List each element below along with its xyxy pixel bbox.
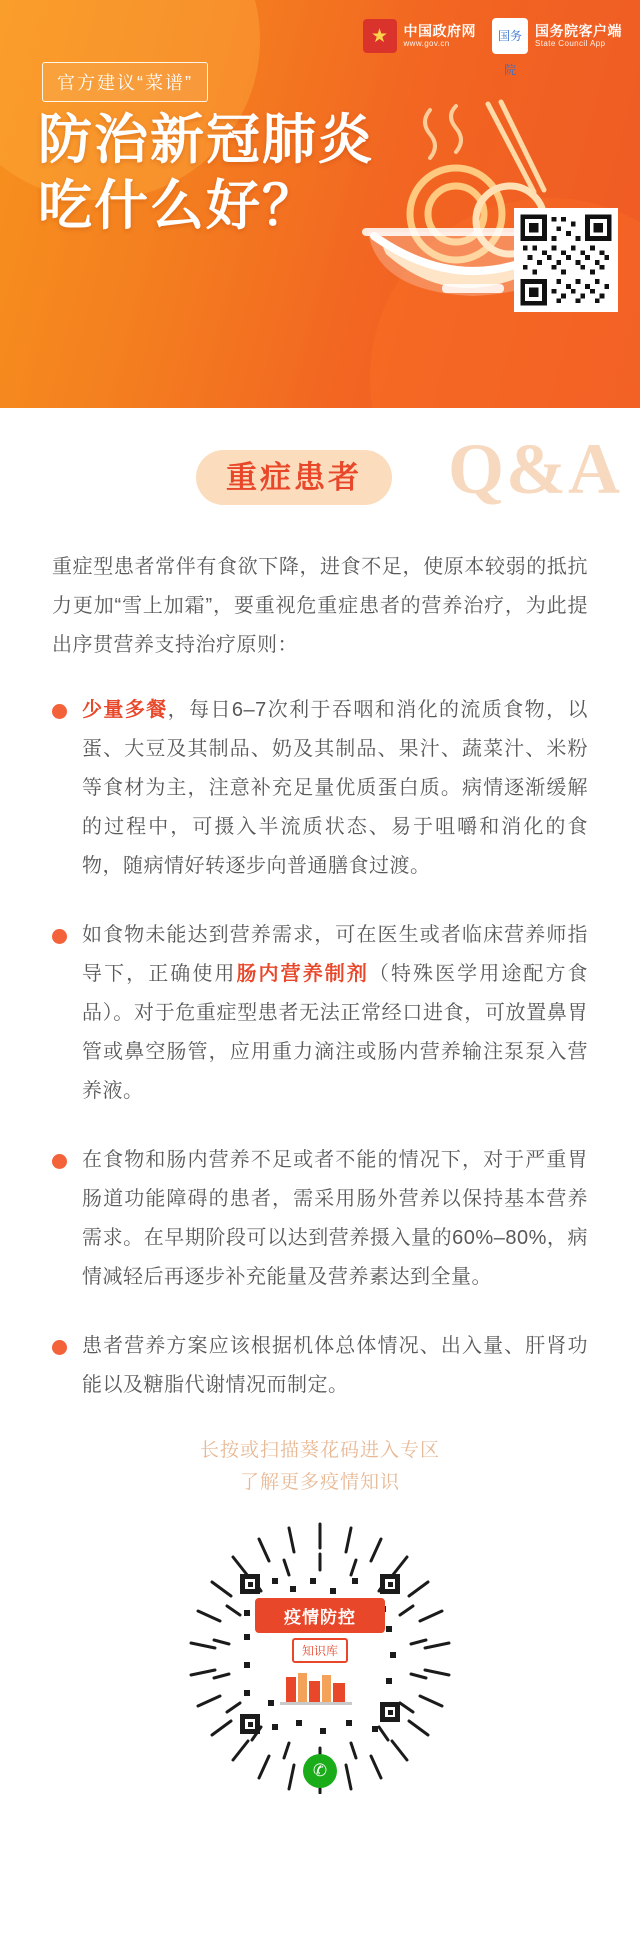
- bullet-list: [52, 691, 588, 1405]
- logo-china-gov-name: 中国政府网: [403, 23, 476, 40]
- logo-china-gov-portal: [363, 19, 477, 53]
- bullet-text-3: 在食物和肠内营养不足或者不能的情况下，对于严重胃肠道功能障碍的患者，需采用肠外营养以保持基本营养需求。在早期阶段可以达到营养摄入量的60%–80%，病情减轻后再逐步补充能量及营养素达到全量。: [82, 1149, 588, 1288]
- page-title: [38, 108, 374, 240]
- bullet-text-4: 患者营养方案应该根据机体总体情况、出入量、肝肾功能以及糖脂代谢情况而制定。: [82, 1335, 588, 1396]
- page-title-line2: 吃什么好？: [38, 175, 318, 236]
- bullet-lead-1: 少量多餐: [82, 699, 168, 721]
- bullet-dot-icon: [52, 704, 67, 719]
- list-item: [52, 691, 588, 886]
- list-item: [52, 1327, 588, 1405]
- poster-header: [0, 0, 640, 408]
- logo-china-gov-url: www.gov.cn: [403, 39, 450, 49]
- bullet-dot-icon: [52, 929, 67, 944]
- logo-text-china-gov: [404, 23, 477, 48]
- footer-hint-line1: 长按或扫描葵花码进入专区: [199, 1440, 440, 1461]
- header-badge: 官方建议“菜谱”: [42, 62, 208, 102]
- header-qr-code[interactable]: [514, 208, 618, 312]
- state-council-emblem-icon: 国务院: [492, 18, 528, 54]
- gov-logo-group: [363, 18, 623, 77]
- bullet-text-2-post: （特殊医学用途配方食品）。对于危重症型患者无法正常经口进食，可放置鼻胃管或鼻空肠管，应用重力滴注或肠内营养输注泵泵入营养液。: [82, 963, 589, 1102]
- article-body: [0, 544, 640, 1405]
- logo-state-council-app: [492, 18, 622, 77]
- bullet-highlight-2: 肠内营养制剂: [236, 963, 369, 985]
- list-item: [52, 916, 588, 1111]
- sunflower-qr-code[interactable]: [180, 1514, 460, 1794]
- section-header: [0, 426, 640, 544]
- qa-watermark: Q&A: [448, 429, 622, 509]
- bullet-dot-icon: [52, 1340, 67, 1355]
- wechat-mini-program-icon[interactable]: ✆: [303, 1754, 337, 1788]
- logo-state-council-name: 国务院客户端: [535, 23, 622, 40]
- bullet-text-1: ，每日6–7次利于吞咽和消化的流质食物，以蛋、大豆及其制品、奶及其制品、果汁、蔬菜汁、米粉等食材为主，注意补充足量优质蛋白质。病情逐渐缓解的过程中，可摄入半流质状态、易于咀嚼和消化的食物，随病情好转逐步向普通膳食过渡。: [82, 699, 589, 877]
- logo-state-council-en: State Council App: [535, 39, 606, 49]
- list-item: [52, 1141, 588, 1297]
- qr-center-title: 疫情防控: [255, 1598, 385, 1633]
- poster-footer: [0, 1435, 640, 1834]
- china-emblem-icon: ★: [363, 19, 397, 53]
- section-pill: [196, 450, 392, 505]
- footer-hint-line2: 了解更多疫情知识: [239, 1472, 400, 1494]
- section-pill-label: 重症患者: [226, 460, 362, 495]
- bullet-text-2-pre: 如食物未能达到营养需求，可在医生或者临床营养师指导下，正确使用: [82, 924, 588, 985]
- intro-paragraph: 重症型患者常伴有食欲下降，进食不足，使原本较弱的抵抗力更加“雪上加霜”，要重视危重症患者的营养治疗，为此提出序贯营养支持治疗原则：: [52, 556, 588, 656]
- bullet-dot-icon: [52, 1154, 67, 1169]
- logo-text-state-council: [535, 23, 622, 48]
- qr-center-label: [255, 1598, 385, 1710]
- books-icon: [270, 1669, 370, 1705]
- page-title-line1: 防治新冠肺炎: [38, 110, 374, 170]
- qr-center-subtitle: 知识库: [292, 1638, 348, 1663]
